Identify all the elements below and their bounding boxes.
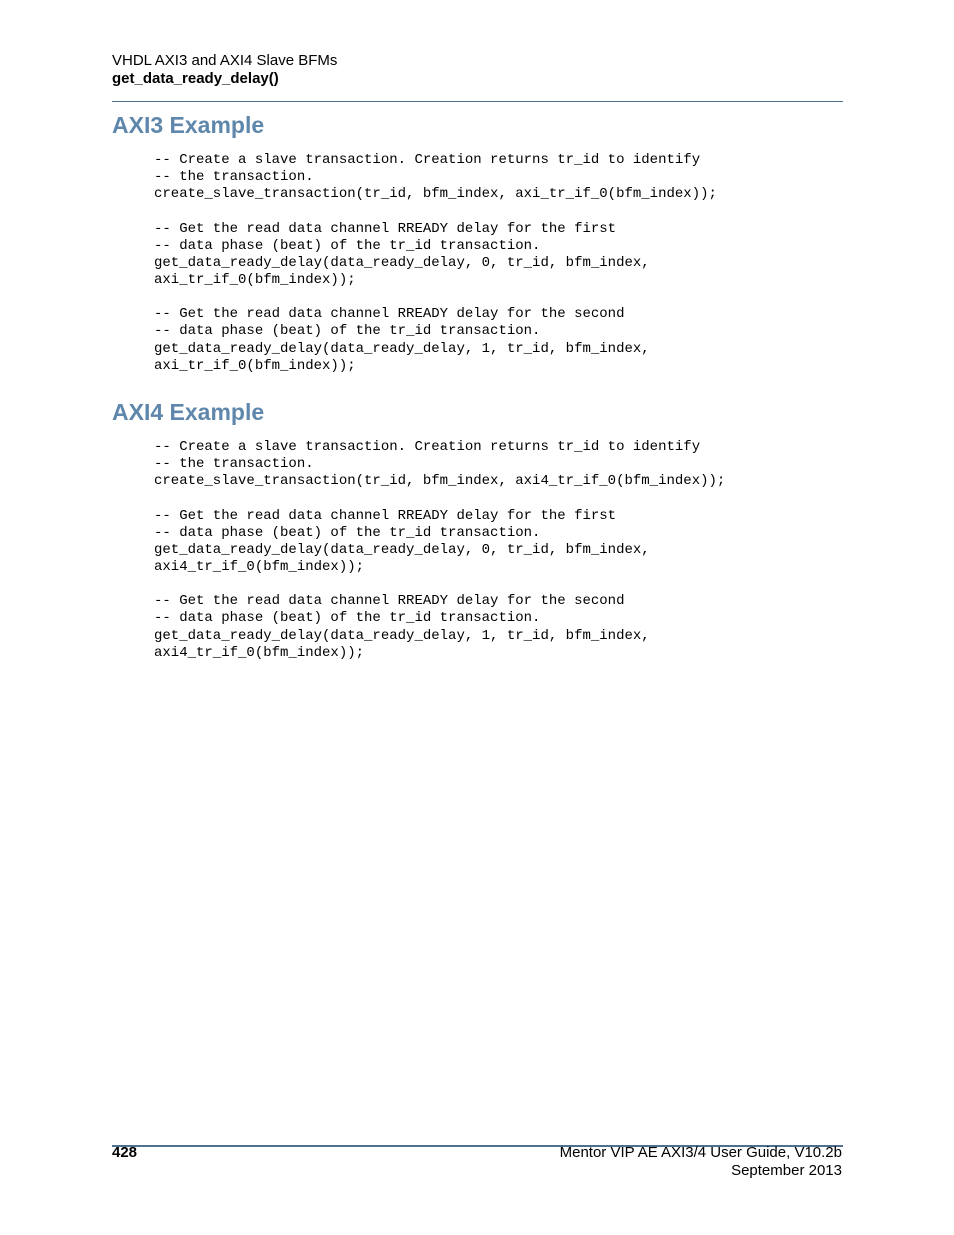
- code-line: [154, 576, 725, 593]
- code-line: -- Get the read data channel RREADY delay for the first: [154, 507, 617, 524]
- code-line: [154, 490, 725, 507]
- footer-guide-title: Mentor VIP AE AXI3/4 User Guide, V10.2b: [559, 1144, 842, 1161]
- code-line: -- the transaction.: [154, 169, 314, 186]
- code-line: axi4_tr_if_0(bfm_index));: [154, 558, 365, 575]
- code-line: get_data_ready_delay(data_ready_delay, 0, tr_id, bfm_index,: [154, 254, 650, 271]
- code-line: [154, 203, 717, 220]
- code-line: create_slave_transaction(tr_id, bfm_index, axi4_tr_if_0(bfm_index));: [154, 473, 726, 490]
- code-line: -- Create a slave transaction. Creation returns tr_id to identify: [154, 439, 701, 455]
- header-title: VHDL AXI3 and AXI4 Slave BFMs: [112, 52, 338, 69]
- code-line: -- data phase (beat) of the tr_id transaction.: [154, 610, 541, 627]
- code-line: -- the transaction.: [154, 456, 314, 473]
- code-line: axi_tr_if_0(bfm_index));: [154, 271, 356, 288]
- running-footer: [560, 1144, 842, 1180]
- section-heading-axi3: AXI3 Example: [112, 112, 265, 138]
- code-line: get_data_ready_delay(data_ready_delay, 1, tr_id, bfm_index,: [154, 340, 650, 357]
- code-line: -- Create a slave transaction. Creation returns tr_id to identify: [154, 152, 701, 168]
- code-line: [154, 289, 717, 306]
- code-line: -- data phase (beat) of the tr_id transaction.: [154, 524, 541, 541]
- code-block-axi3: [154, 152, 717, 375]
- code-line: -- data phase (beat) of the tr_id transaction.: [154, 237, 541, 254]
- section-heading-axi4: AXI4 Example: [112, 399, 265, 425]
- code-line: -- data phase (beat) of the tr_id transaction.: [154, 323, 541, 340]
- footer-date: September 2013: [731, 1162, 842, 1179]
- code-line: -- Get the read data channel RREADY delay for the first: [154, 220, 617, 237]
- code-block-axi4: [154, 439, 725, 662]
- code-line: axi_tr_if_0(bfm_index));: [154, 357, 356, 374]
- page-number: 428: [112, 1144, 138, 1161]
- code-line: get_data_ready_delay(data_ready_delay, 1, tr_id, bfm_index,: [154, 627, 650, 644]
- code-line: -- Get the read data channel RREADY delay for the second: [154, 593, 625, 610]
- code-line: axi4_tr_if_0(bfm_index));: [154, 644, 365, 661]
- header-rule: [112, 101, 843, 102]
- code-line: -- Get the read data channel RREADY delay for the second: [154, 306, 625, 323]
- running-header: [112, 52, 843, 88]
- code-line: get_data_ready_delay(data_ready_delay, 0, tr_id, bfm_index,: [154, 541, 650, 558]
- header-subtitle: get_data_ready_delay(): [112, 70, 279, 87]
- code-line: create_slave_transaction(tr_id, bfm_index, axi_tr_if_0(bfm_index));: [154, 186, 717, 203]
